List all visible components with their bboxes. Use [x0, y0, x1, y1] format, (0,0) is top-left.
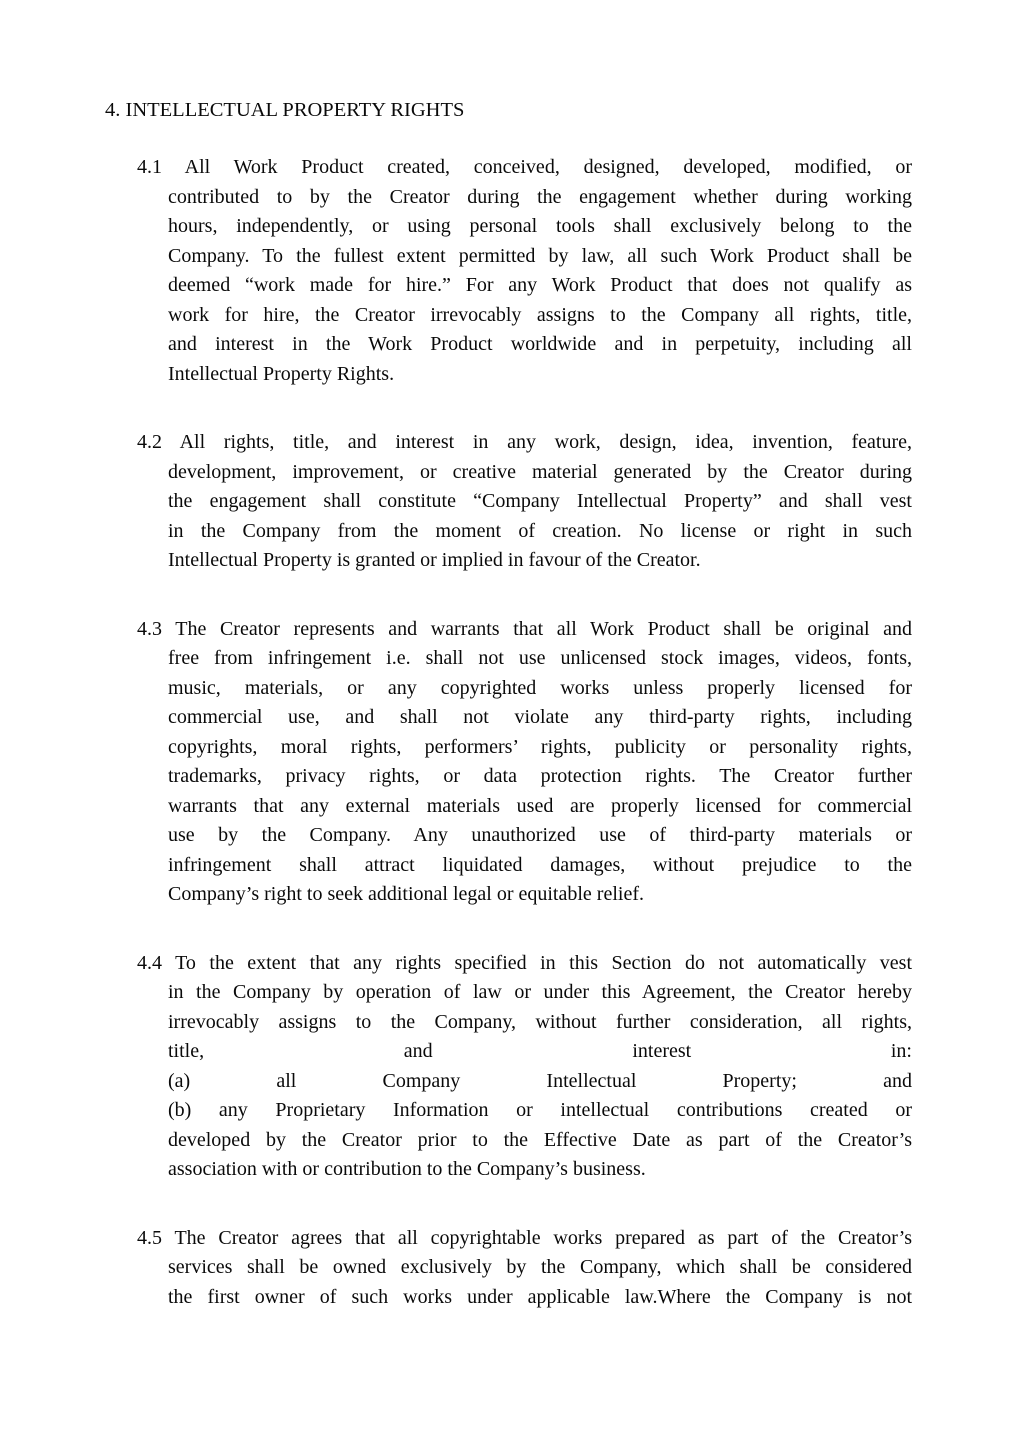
section-heading: 4. INTELLECTUAL PROPERTY RIGHTS — [105, 99, 465, 121]
clause-line: infringement shall attract liquidated damages, without prejudice to the — [168, 853, 912, 876]
clause-line: development, improvement, or creative material generated by the Creator during — [168, 460, 912, 483]
clause-4-5 — [137, 1224, 912, 1313]
clause-line: irrevocably assigns to the Company, without further consideration, all rights, — [168, 1010, 912, 1033]
clause-line: commercial use, and shall not violate any third-party rights, including — [168, 706, 912, 728]
clause-line: services shall be owned exclusively by the Company, which shall be considered — [168, 1256, 912, 1278]
clause-4-4 — [137, 949, 912, 1185]
clause-line: work for hire, the Creator irrevocably assigns to the Company all rights, title, — [168, 303, 912, 326]
clause-line: hours, independently, or using personal tools shall exclusively belong to the — [168, 215, 912, 237]
clause-line: copyrights, moral rights, performers’ rights, publicity or personality rights, — [168, 735, 912, 758]
clause-line: trademarks, privacy rights, or data protection rights. The Creator further — [168, 765, 912, 787]
clause-line-text: To the extent that any rights specified in this Section do not automatically vest — [175, 951, 912, 974]
clause-line-text: All rights, title, and interest in any work, design, idea, invention, feature, — [179, 431, 912, 453]
clause-line — [137, 153, 912, 183]
clause-line: in the Company by operation of law or under this Agreement, the Creator hereby — [168, 981, 912, 1003]
clause-line: Company. To the fullest extent permitted by law, all such Work Product shall be — [168, 244, 912, 267]
clause-line-text: The Creator represents and warrants that all Work Product shall be original and — [175, 617, 913, 640]
clause-line: (a) all Company Intellectual Property; and — [168, 1069, 912, 1092]
clause-line: the first owner of such works under applicable law.Where the Company is not — [168, 1285, 912, 1308]
clause-number: 4.5 — [137, 1226, 162, 1249]
clause-line: and interest in the Work Product worldwide and in perpetuity, including all — [168, 333, 912, 355]
clause-line: developed by the Creator prior to the Effective Date as part of the Creator’s — [168, 1128, 912, 1151]
clause-line: music, materials, or any copyrighted works unless properly licensed for — [168, 676, 912, 699]
clause-line: Intellectual Property Rights. — [168, 362, 395, 385]
clause-4-2 — [137, 428, 912, 576]
clause-line: warrants that any external materials used are properly licensed for commercial — [168, 794, 912, 817]
clause-line — [137, 949, 912, 979]
clause-line: free from infringement i.e. shall not use unlicensed stock images, videos, fonts, — [168, 647, 912, 669]
clause-line: use by the Company. Any unauthorized use of third-party materials or — [168, 824, 912, 846]
clause-line — [137, 1224, 912, 1254]
clause-line: in the Company from the moment of creation. No license or right in such — [168, 519, 912, 542]
clause-line: contributed to by the Creator during the engagement whether during working — [168, 185, 912, 208]
clause-number: 4.4 — [137, 951, 162, 974]
clause-line: association with or contribution to the Company’s business. — [168, 1158, 646, 1180]
clause-number: 4.3 — [137, 617, 162, 640]
clause-line — [137, 428, 912, 458]
clause-line — [137, 615, 912, 645]
clause-line: Intellectual Property is granted or implied in favour of the Creator. — [168, 549, 701, 571]
clause-line: deemed “work made for hire.” For any Work Product that does not qualify as — [168, 274, 912, 296]
clause-line-text: The Creator agrees that all copyrightable works prepared as part of the Creator’s — [174, 1226, 912, 1249]
clause-number: 4.2 — [137, 431, 162, 453]
clause-line: Company’s right to seek additional legal or equitable relief. — [168, 883, 644, 905]
clause-4-1 — [137, 153, 912, 389]
clause-4-3 — [137, 615, 913, 910]
clause-line: the engagement shall constitute “Company Intellectual Property” and shall vest — [168, 490, 912, 512]
clause-line-text: All Work Product created, conceived, designed, developed, modified, or — [184, 156, 912, 178]
clause-number: 4.1 — [137, 156, 162, 178]
clause-line: (b) any Proprietary Information or intellectual contributions created or — [168, 1099, 912, 1121]
clause-line: title, and interest in: — [168, 1040, 912, 1062]
